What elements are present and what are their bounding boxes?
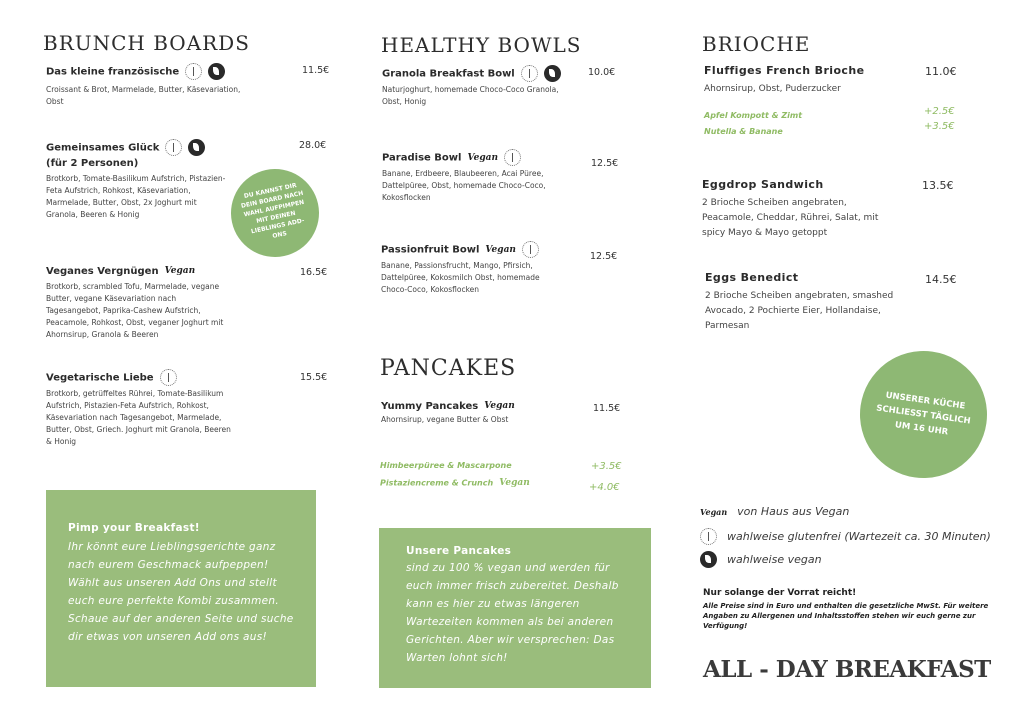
menu-item-veganes-vergnuegen xyxy=(46,264,231,341)
vegan-icon: Vegan xyxy=(467,152,499,163)
brioche-heading: BRIOCHE xyxy=(702,32,811,56)
item-description: 2 Brioche Scheiben angebraten, smashed Avocado, 2 Pochierte Eier, Hollandaise, Parmesan xyxy=(705,291,894,331)
gluten-free-icon xyxy=(700,528,717,545)
kitchen-closing-badge xyxy=(852,343,995,486)
all-day-breakfast-title: ALL - DAY BREAKFAST xyxy=(703,656,991,683)
pancakes-heading: PANCAKES xyxy=(380,356,517,381)
box-text: Ihr könnt eure Lieblingsgerichte ganz nach eurem Geschmack aufpeppen! Wählt aus unseren Add Ons und stellt euch eure perfekte Kombi zusammen. Schaue auf der anderen Seite und suche dir etwas von unseren Add ons aus! xyxy=(68,541,294,643)
vegan-icon: Vegan xyxy=(700,506,728,517)
gluten-free-icon xyxy=(165,139,182,156)
addon-label: Pistaziencreme & Crunch xyxy=(380,478,494,488)
vegan-icon: Vegan xyxy=(499,478,530,488)
item-description: Naturjoghurt, homemade Choco-Coco Granola, Obst, Honig xyxy=(382,85,559,106)
board-addon-badge xyxy=(223,161,327,265)
item-price: 11.0€ xyxy=(925,65,957,78)
item-price: 13.5€ xyxy=(922,179,954,192)
menu-item-eggs-benedict xyxy=(705,271,905,334)
item-price: 11.5€ xyxy=(302,65,330,76)
vegan-option-icon xyxy=(544,65,561,82)
legend-vegan xyxy=(700,505,849,518)
menu-item-gemeinsames-glueck xyxy=(46,139,226,221)
vegan-option-icon xyxy=(188,139,205,156)
item-title: Das kleine französische xyxy=(46,66,180,78)
legend-vegan-option xyxy=(700,551,822,568)
menu-item-granola-breakfast-bowl xyxy=(382,65,577,108)
item-title: Yummy Pancakes xyxy=(381,401,479,412)
item-description: Brotkorb, scrambled Tofu, Marmelade, vegane Butter, vegane Käsevariation nach Tagesangebot, Paprika-Cashew Aufstrich, Peacamole, Rohkost, Obst, veganer Joghurt mit Ahornsirup, Granola & Beeren xyxy=(46,282,224,339)
vegan-icon: Vegan xyxy=(485,244,516,255)
healthy-bowls-heading: HEALTHY BOWLS xyxy=(381,33,582,57)
item-title: Vegetarische Liebe xyxy=(46,372,154,384)
brunch-boards-heading: BRUNCH BOARDS xyxy=(43,31,250,55)
addon-apfel-kompott: Apfel Kompott & Zimt xyxy=(704,111,803,120)
legend-gluten-free xyxy=(700,528,991,545)
board-addon-badge-text: DU KANNST DIR DEIN BOARD NACH WAHL AUFPIMPEN MIT DEINEN LIEBLINGS ADD- ONS xyxy=(240,181,306,240)
box-title: Unsere Pancakes xyxy=(406,545,512,557)
item-price: 10.0€ xyxy=(588,67,616,78)
item-price: 12.5€ xyxy=(591,158,619,169)
price-notice xyxy=(703,588,1003,631)
gluten-free-icon xyxy=(504,149,521,166)
unsere-pancakes-box xyxy=(379,528,651,688)
item-price: 16.5€ xyxy=(300,267,328,278)
item-description: Banane, Erdbeere, Blaubeeren, Acai Püree, Dattelpüree, Obst, homemade Choco-Coco, Kokosflocken xyxy=(382,169,546,202)
item-title: Eggs Benedict xyxy=(705,271,799,284)
notice-text: Alle Preise sind in Euro und enthalten die gesetzliche MwSt. Für weitere Angaben zu Allergenen und Inhaltsstoffen stehen wir euch gerne zur Verfügung! xyxy=(703,602,989,630)
item-description: 2 Brioche Scheiben angebraten, Peacamole, Cheddar, Rührei, Salat, mit spicy Mayo & Mayo getoppt xyxy=(702,198,879,238)
vegan-option-icon xyxy=(208,63,225,80)
menu-item-das-kleine-franzoesische xyxy=(46,63,286,108)
item-title: Paradise Bowl xyxy=(382,152,462,164)
item-description: Brotkorb, getrüffeltes Rührei, Tomate-Basilikum Aufstrich, Pistazien-Feta Aufstrich, Rohkost, Käsevariation nach Tagesangebot, Marmelade, Butter, Obst, Griech. Joghurt mit Granola, Beeren & Honig xyxy=(46,389,231,446)
item-description: Banane, Passionsfrucht, Mango, Pfirsich, Dattelpüree, Kokosmilch Obst, homemade Choco-Coco, Kokosflocken xyxy=(381,261,540,294)
item-title: Fluffiges French Brioche xyxy=(704,64,865,77)
gluten-free-icon xyxy=(185,63,202,80)
item-price: 14.5€ xyxy=(925,273,957,286)
addon-price: +4.0€ xyxy=(589,482,620,493)
box-text: sind zu 100 % vegan und werden für euch immer frisch zubereitet. Deshalb kann es hier zu etwas längeren Wartezeiten kommen als bei anderen Gerichten. Aber wir versprechen: Das Warten lohnt sich! xyxy=(406,562,619,664)
item-price: 28.0€ xyxy=(299,140,327,151)
menu-item-fluffiges-french-brioche xyxy=(704,64,904,97)
legend-label: wahlweise glutenfrei (Wartezeit ca. 30 Minuten) xyxy=(727,530,991,543)
item-title: Passionfruit Bowl xyxy=(381,244,480,256)
item-price: 11.5€ xyxy=(593,403,621,414)
menu-item-passionfruit-bowl xyxy=(381,241,566,296)
gluten-free-icon xyxy=(522,241,539,258)
item-title: Eggdrop Sandwich xyxy=(702,178,824,191)
item-price: 15.5€ xyxy=(300,372,328,383)
menu-item-paradise-bowl xyxy=(382,149,567,204)
item-price: 12.5€ xyxy=(590,251,618,262)
item-title: Veganes Vergnügen xyxy=(46,266,159,277)
addon-nutella-banane: Nutella & Banane xyxy=(704,127,783,136)
gluten-free-icon xyxy=(521,65,538,82)
menu-item-vegetarische-liebe xyxy=(46,369,231,448)
addon-price: +3.5€ xyxy=(591,461,622,472)
item-description: Croissant & Brot, Marmelade, Butter, Käsevariation, Obst xyxy=(46,85,241,106)
addon-price: +2.5€ xyxy=(924,106,955,117)
item-description: Brotkorb, Tomate-Basilikum Aufstrich, Pistazien-Feta Aufstrich, Rohkost, Käsevariation, Marmelade, Butter, Obst, 2x Joghurt mit Granola, Beeren & Honig xyxy=(46,174,226,219)
item-title: Gemeinsames Glück xyxy=(46,142,160,154)
gluten-free-icon xyxy=(160,369,177,386)
notice-title: Nur solange der Vorrat reicht! xyxy=(703,588,857,598)
addon-himbeerpueree: Himbeerpüree & Mascarpone xyxy=(380,461,512,470)
addon-price: +3.5€ xyxy=(924,121,955,132)
pimp-your-breakfast-box xyxy=(46,490,316,687)
menu-item-yummy-pancakes xyxy=(381,399,571,426)
item-subtitle: (für 2 Personen) xyxy=(46,158,139,169)
box-title: Pimp your Breakfast! xyxy=(68,522,200,534)
vegan-option-icon xyxy=(700,551,717,568)
menu-item-eggdrop-sandwich xyxy=(702,178,892,241)
vegan-icon: Vegan xyxy=(484,401,515,411)
item-title: Granola Breakfast Bowl xyxy=(382,68,515,80)
legend-label: wahlweise vegan xyxy=(727,553,822,566)
item-description: Ahornsirup, vegane Butter & Obst xyxy=(381,415,509,424)
vegan-icon: Vegan xyxy=(164,266,196,276)
legend-label: von Haus aus Vegan xyxy=(737,505,850,518)
addon-pistaziencreme xyxy=(380,478,530,488)
item-description: Ahornsirup, Obst, Puderzucker xyxy=(704,84,841,94)
kitchen-closing-badge-text: UNSERER KÜCHE SCHLIESST TÄGLICH UM 16 UHR xyxy=(875,390,972,438)
